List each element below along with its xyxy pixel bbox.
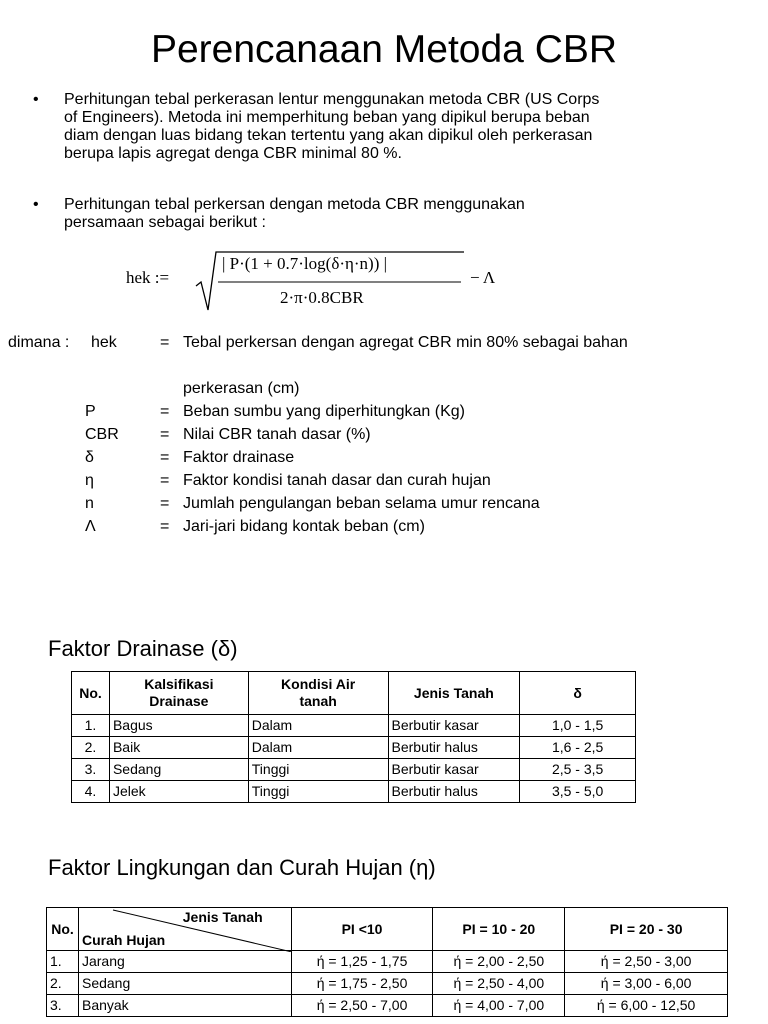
cell-no: 4. xyxy=(72,781,110,803)
table-row xyxy=(47,973,728,995)
cell-no: 2. xyxy=(72,737,110,759)
bullet-line: Perhitungan tebal perkerasan lentur menggunakan metoda CBR (US Corps xyxy=(64,91,600,108)
def-text: Tebal perkersan dengan agregat CBR min 80% sebagai bahan xyxy=(183,334,628,351)
def-symbol: η xyxy=(85,472,94,489)
table-row xyxy=(72,737,636,759)
header-curah-hujan: Curah Hujan xyxy=(81,932,166,948)
page-title: Perencanaan Metoda CBR xyxy=(150,28,618,71)
def-text: Jari-jari bidang kontak beban (cm) xyxy=(183,518,425,535)
cell-no: 1. xyxy=(47,951,79,973)
header-jenis-tanah: Jenis Tanah xyxy=(182,909,263,925)
def-symbol: δ xyxy=(85,449,94,466)
bullet-icon: • xyxy=(33,91,39,108)
cell-jenis: Berbutir kasar xyxy=(388,759,520,781)
header-line: Kalsifikasi xyxy=(144,676,214,692)
formula-numerator: | P·(1 + 0.7·log(δ·η·n)) | xyxy=(222,254,388,273)
def-symbol: CBR xyxy=(85,426,119,443)
lingkungan-table xyxy=(46,907,728,1017)
cell-no: 3. xyxy=(72,759,110,781)
cell-no: 2. xyxy=(47,973,79,995)
def-equals: = xyxy=(160,403,170,420)
cell-jenis: Berbutir kasar xyxy=(388,715,520,737)
col-header-delta: δ xyxy=(520,672,636,715)
col-header-kondisi xyxy=(248,672,388,715)
col-header-no: No. xyxy=(72,672,110,715)
cell-curah-hujan: Jarang xyxy=(78,951,291,973)
def-symbol: Λ xyxy=(85,518,96,535)
cell-jenis: Berbutir halus xyxy=(388,781,520,803)
cell-pi3: ή = 6,00 - 12,50 xyxy=(565,995,728,1017)
bullet-line: Perhitungan tebal perkersan dengan metoda CBR menggunakan xyxy=(64,196,525,213)
col-header-jenis-tanah: Jenis Tanah xyxy=(388,672,520,715)
bullet-line: of Engineers). Metoda ini memperhitung beban yang dipikul berupa beban xyxy=(64,109,590,126)
table-row xyxy=(47,951,728,973)
col-header-diagonal xyxy=(78,908,291,951)
table-header-row xyxy=(47,908,728,951)
bullet-line: berupa lapis agregat denga CBR minimal 80 %. xyxy=(64,145,402,162)
cell-pi1: ή = 1,75 - 2,50 xyxy=(291,973,433,995)
cell-kondisi: Dalam xyxy=(248,715,388,737)
cell-curah-hujan: Banyak xyxy=(78,995,291,1017)
header-line: tanah xyxy=(299,693,337,709)
def-symbol: hek xyxy=(91,334,117,351)
table-row xyxy=(47,995,728,1017)
def-text: Beban sumbu yang diperhitungkan (Kg) xyxy=(183,403,465,420)
formula-lhs: hek := xyxy=(126,268,170,287)
col-header-pi1: PI <10 xyxy=(291,908,433,951)
cell-jenis: Berbutir halus xyxy=(388,737,520,759)
def-equals: = xyxy=(160,518,170,535)
cell-pi2: ή = 2,00 - 2,50 xyxy=(433,951,565,973)
cell-klasifikasi: Bagus xyxy=(109,715,248,737)
table-row xyxy=(72,715,636,737)
bullet-paragraph-2 xyxy=(64,196,744,232)
bullet-line: diam dengan luas bidang tekan tertentu yang akan dipikul oleh perkerasan xyxy=(64,127,593,144)
header-line: Kondisi Air xyxy=(281,676,356,692)
def-text: Jumlah pengulangan beban selama umur rencana xyxy=(183,495,540,512)
def-text: Faktor drainase xyxy=(183,449,295,466)
lingkungan-title: Faktor Lingkungan dan Curah Hujan (η) xyxy=(48,855,436,880)
formula-numerator-text: P·(1 + 0.7·log(δ·η·n)) xyxy=(229,254,380,273)
hek-formula xyxy=(126,248,546,312)
bullet-line: persamaan sebagai berikut : xyxy=(64,214,266,231)
definitions-intro: dimana : xyxy=(8,334,70,351)
formula-tail: − Λ xyxy=(470,268,496,287)
def-equals: = xyxy=(160,495,170,512)
cell-pi3: ή = 2,50 - 3,00 xyxy=(565,951,728,973)
cell-klasifikasi: Sedang xyxy=(109,759,248,781)
bullet-icon: • xyxy=(33,196,39,213)
table-row xyxy=(72,759,636,781)
col-header-pi2: PI = 10 - 20 xyxy=(433,908,565,951)
cell-kondisi: Tinggi xyxy=(248,759,388,781)
cell-pi1: ή = 2,50 - 7,00 xyxy=(291,995,433,1017)
col-header-pi3: PI = 20 - 30 xyxy=(565,908,728,951)
col-header-klasifikasi xyxy=(109,672,248,715)
cell-kondisi: Dalam xyxy=(248,737,388,759)
cell-delta: 3,5 - 5,0 xyxy=(520,781,636,803)
cell-pi3: ή = 3,00 - 6,00 xyxy=(565,973,728,995)
header-line: Drainase xyxy=(149,693,209,709)
cell-delta: 1,6 - 2,5 xyxy=(520,737,636,759)
cell-delta: 2,5 - 3,5 xyxy=(520,759,636,781)
drainase-title: Faktor Drainase (δ) xyxy=(48,636,238,661)
table-row xyxy=(72,781,636,803)
cell-no: 3. xyxy=(47,995,79,1017)
cell-pi2: ή = 4,00 - 7,00 xyxy=(433,995,565,1017)
cell-curah-hujan: Sedang xyxy=(78,973,291,995)
cell-klasifikasi: Baik xyxy=(109,737,248,759)
col-header-no: No. xyxy=(47,908,79,951)
def-equals: = xyxy=(160,449,170,466)
cell-pi1: ή = 1,25 - 1,75 xyxy=(291,951,433,973)
cell-delta: 1,0 - 1,5 xyxy=(520,715,636,737)
def-text: Nilai CBR tanah dasar (%) xyxy=(183,426,371,443)
def-symbol: n xyxy=(85,495,94,512)
bullet-paragraph-1 xyxy=(64,91,744,163)
cell-klasifikasi: Jelek xyxy=(109,781,248,803)
def-equals: = xyxy=(160,426,170,443)
table-header-row xyxy=(72,672,636,715)
def-equals: = xyxy=(160,472,170,489)
cell-pi2: ή = 2,50 - 4,00 xyxy=(433,973,565,995)
cell-kondisi: Tinggi xyxy=(248,781,388,803)
def-symbol: P xyxy=(85,403,96,420)
formula-denominator: 2·π·0.8CBR xyxy=(280,288,364,307)
def-equals: = xyxy=(160,334,170,351)
drainase-table xyxy=(71,671,636,803)
def-text-continuation: perkerasan (cm) xyxy=(183,380,300,397)
def-text: Faktor kondisi tanah dasar dan curah hujan xyxy=(183,472,491,489)
cell-no: 1. xyxy=(72,715,110,737)
